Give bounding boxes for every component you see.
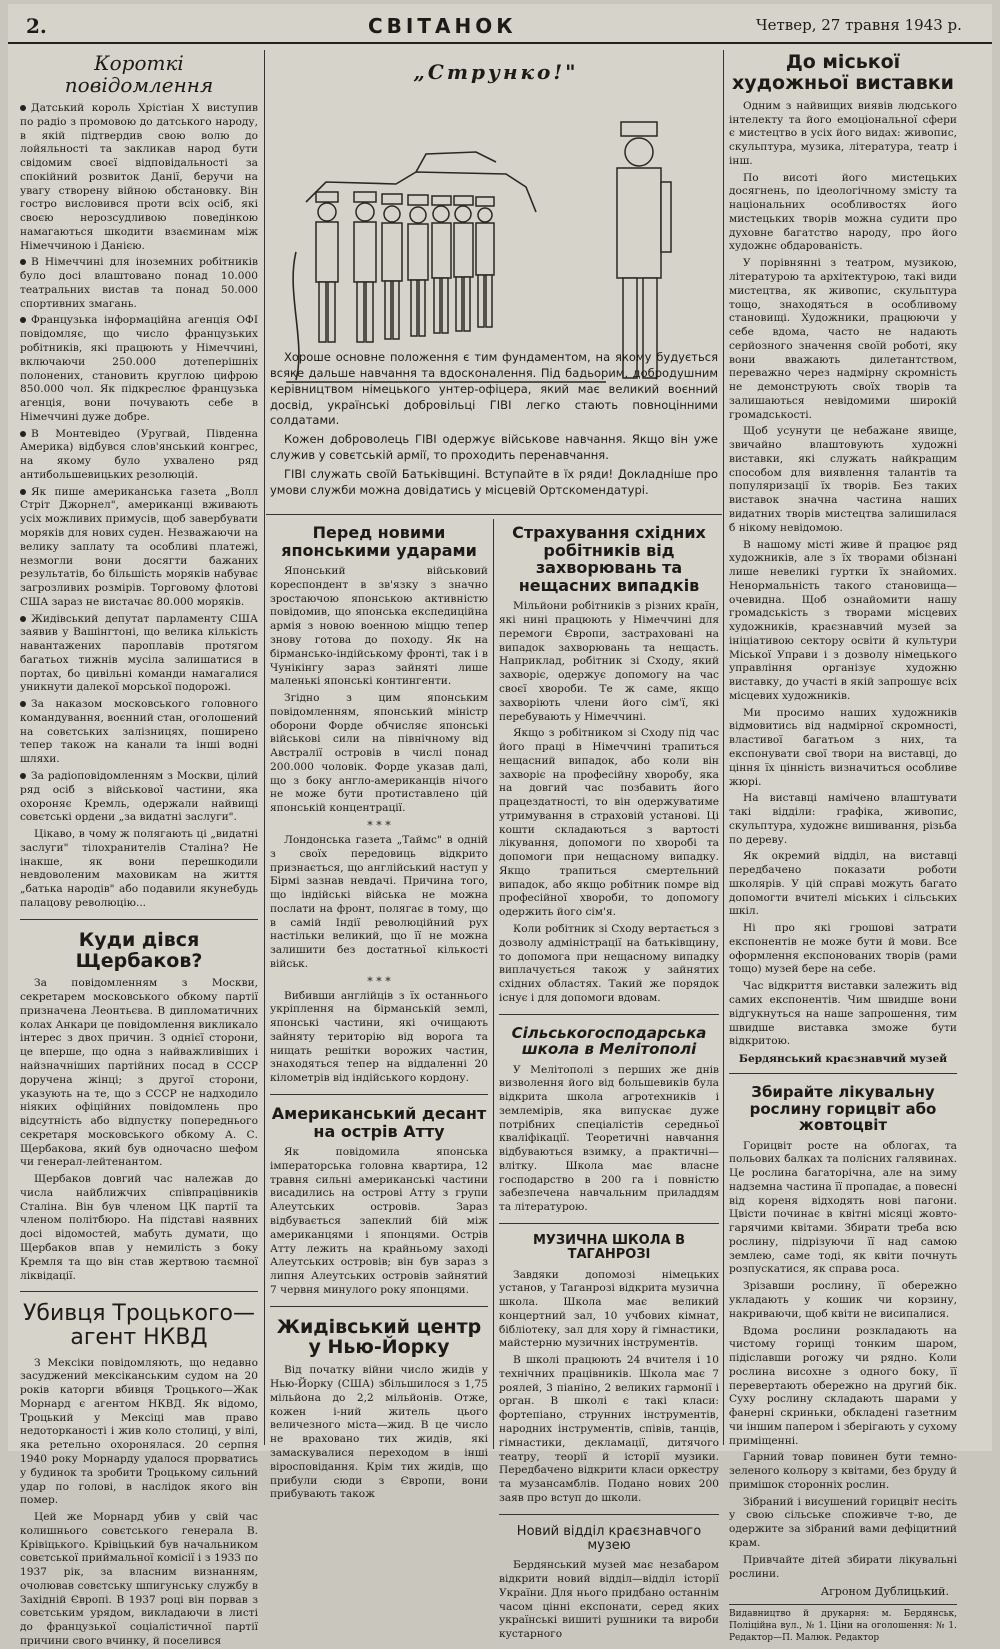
asterism: * * * bbox=[367, 818, 391, 832]
section-rule bbox=[20, 919, 258, 920]
article-paragraph: Час відкриття виставки залежить від самих експонентів. Чим швидше вони відгукнуться на наше запрошення, тим швидше виставка зможе бути відкритою. bbox=[729, 980, 957, 1048]
article-paragraph: Мільйони робітників з різних країн, які нині працюють у Німеччині для перемоги Європи, застраховані на випадок захворювань та нещасть. Наприклад, робітник зі Сходу, який захворіє, одержує допомогу на час своєї хвороби. Те ж саме, якщо захворіють члени його сім'ї, які перебувають у Німеччині. bbox=[499, 600, 719, 723]
column-3 bbox=[499, 523, 719, 1641]
bullet-icon bbox=[20, 317, 26, 323]
article-paragraph: Зібраний і висушений горицвіт несіть у свою сільське споживче т-во, де одержите за зібраний вами дефіцитний крам. bbox=[729, 1495, 957, 1550]
article-paragraph: Коли робітник зі Сходу вертається з дозволу адміністрації на батьківщину, то допомога при нещасному випадку виплачується також у зайнятих східних областях. Такий же порядок існує і для допомоги вдовам. bbox=[499, 922, 719, 1004]
article-paragraph: В школі працюють 24 вчителя і 10 технічних працівників. Школа має 7 роялей, 3 піаніно, 2 великих гармонії і орган. В школі є такі класи: фортепіано, струнних інструментів, народних інструментів, співів, танців, гімнастики, декламації, дитячого театру, теорії й історії музики. Передбачено відкрити класи оркестру та музансамблів. Подано нових 200 заяв про вступ до школи. bbox=[499, 1354, 719, 1504]
masthead bbox=[8, 4, 992, 44]
article-paragraph: У порівнянні з театром, музикою, літературою та архітектурою, такі види мистецтва, як живопис, скульптура тощо, знаходяться в особливому становищі. Художники, працюючи у себе вдома, часто не надають серйозного значення своїй роботі, яку вони вважають дилетантством, переважно через надмірну скромність не демонструють своїх творів та залишаються невідомими широкій громадськості. bbox=[729, 257, 957, 421]
column-rule bbox=[723, 50, 724, 1445]
article-paragraph: За повідомленням з Москви, секретарем московського обкому партії призначена Леонтьєва. В дипломатичних колах Анкари це повідомлення викликало інтерес з двох причин. З однієї сторони, це вперше, що одна з найважливіших і найзначніших партійних посад в СССР доручена жінці; з другої сторони, указують на те, що з СССР не надходило ніяких офіційних повідомлень про відсутність або відпустку попереднього секретаря московського обкому А. С. Щербакова, який був одночасно шефом чи генерал-лейтенантом. bbox=[20, 977, 258, 1169]
news-item: За радіоповідомленням з Москви, цілий ряд осіб з військової частини, яка охороняє Кремль, одержали найвищі совєтські ордени „за видатні заслуги". bbox=[20, 769, 258, 824]
bullet-icon bbox=[20, 431, 26, 437]
music-title: МУЗИЧНА ШКОЛА В ТАГАНРОЗІ bbox=[532, 1233, 686, 1263]
section-rule bbox=[729, 1073, 957, 1074]
article-paragraph: Щоб усунути це небажане явище, звичайно влаштовують художні виставки, які служать найкращим способом для виявлення талантів та популяризації їх творів. Без таких виставок значна частина наших видатних творів мистецтва залишилася б нікому невідомою. bbox=[729, 425, 957, 534]
bullet-icon bbox=[20, 701, 26, 707]
caption-paragraph: Кожен доброволець ГІВІ одержує військове навчання. Якщо він уже служив у совєтській армії, то проходить перенавчання. bbox=[270, 432, 718, 463]
news-item: Жидівський депутат парламенту США заявив у Вашінгтоні, що велика кількість навантажених пароплавів протягом багатьох тижнів мусіла залишатися в портах, бо цивільні команди намагалися уникнути далекої морської подорожі. bbox=[20, 612, 258, 694]
article-paragraph: Як окремий відділ, на виставці передбачено показати роботи школярів. У цій справі можуть багато допомогти вчителі міських і сільських шкіл. bbox=[729, 850, 957, 918]
article-paragraph: З Мексіки повідомляють, що недавно засуджений мексіканським судом на 20 років каторги вбивця Троцького—Жак Морнард є агентом НКВД. Як відомо, Троцький у Мексіці мав право недоторканості і жив коло столиці, у вілі, яка ретельно охоронялася. 20 серпня 1940 року Морнарду удалося прорватись у будинок та зробити Троцькому сильний удар по голові, в наслідок якого він помер. bbox=[20, 1356, 258, 1507]
article-paragraph: Щербаков довгий час належав до числа найближчих співпрацівників Сталіна. Він був членом ЦК партії та членом політбюро. На підставі наявних досі відомостей, мабуть думати, що Щербаков впав у немилість з боку Кремля та що він став жертвою таємної ліквідації. bbox=[20, 1173, 258, 1282]
caption-paragraph: ГІВІ служать своїй Батьківщині. Вступайте в їх ряди! Докладніше про умови служби можна довідатись у місцевій Ортскомендатурі. bbox=[270, 467, 718, 497]
shcherbakov-title: Куди дівся Щербаков? bbox=[75, 928, 203, 972]
column-rule bbox=[264, 50, 265, 1445]
article-paragraph: Цей же Морнард убив у свій час колишнього совєтського генерала В. Крівіцького. Крівіцький був начальником совєтської приймальної комісії і з 1933 по 1937 рік, за власним визнанням, очолював совєтську шпигунську службу в Західній Європі. В 1937 році він порвав з совєтським урядом, викладаючи в листі до французької соціалістичної партії причини свого вчинку, й поселився bbox=[20, 1511, 258, 1647]
exhibition-signature: Бердянський краєзнавчий музей bbox=[738, 1053, 948, 1066]
article-paragraph: Лондонська газета „Таймс" в одній з своїх передовиць відкрито признається, що англійський наступ у Бірмі зазнав невдачі. Причина того, що індійські війська не можна послати на фронт, полягає в тому, що в самій Індії революційний рух настільки великий, що її не можна залишити без достатньої кількості військ. bbox=[270, 833, 488, 970]
bullet-icon bbox=[20, 616, 26, 622]
cartoon-caption bbox=[270, 350, 718, 502]
nyc-title: Жидівський центр у Нью-Йорку bbox=[276, 1315, 482, 1359]
article-paragraph: Вдома рослини розкладають на чистому горищі тонким шаром, підіславши рогожу чи рядно. Коли рослина висохне з одного боку, її перевертають обережно на другий бік. Суху рослину складають шарами у фанерні скриньки, обкладені газетним чи іншим папером і зберігають у сухому приміщенні. bbox=[729, 1324, 957, 1447]
article-paragraph: Японський військовий кореспондент в зв'язку з значно зростаючою японською активністю повідомив, що японська експедиційна армія з новою военною міццю тепер знову готова до походу. Як на бірмансько-індійському фронті, так і в Чунікінгу зараз зайняті лише маленькі японські контингенти. bbox=[270, 565, 488, 688]
asterism: * * * bbox=[367, 974, 391, 988]
japan-title: Перед новими японськими ударами bbox=[281, 523, 477, 560]
article-paragraph: Зрізавши рослину, її обережно укладають у кошик чи корзину, накриваючи, щоб квіти не висипалися. bbox=[729, 1280, 957, 1320]
bullet-icon bbox=[20, 259, 26, 265]
imprint: Видавництво й друкарня: м. Бердянськ, Поліційна вул., № 1. Ціни на оголошення: № 1. Редактор—П. Малюк. Редактор bbox=[729, 1609, 957, 1643]
article-paragraph: Одним з найвищих виявів людського інтелекту та його емоціональної сфери є мистецтво в усіх його видах: живопис, скульптура, музика, література, театр і інш. bbox=[729, 99, 957, 167]
column-2 bbox=[270, 523, 488, 1501]
news-item: За наказом московського головного командування, воєнний стан, оголошений на совєтських залізницях, поширено тепер також на канали та інші водні шляхи. bbox=[20, 698, 258, 766]
news-item: Датський король Хрістіан X виступив по радіо з промовою до датського народу, в якій підтвердив свою волю до лойяльності та закликав народ бути свідомим своєї відповідальності за спокійний розвиток Данії, беручи на увагу створену війною обстановку. Він гостро висловився проти всіх осіб, які своєю нерозсудливою поведінкою намагаються шкодити взаєминам між Німеччиною і Данією. bbox=[20, 102, 258, 252]
column-1 bbox=[20, 51, 258, 1647]
news-item: Цікаво, в чому ж полягають ці „видатні заслуги" тілохранителів Сталіна? Не інакше, як вони перешкодили невдоволеним маховикам на життя „батька народів" або подавили якунебудь палацову революцію... bbox=[20, 828, 258, 909]
section-rule bbox=[499, 1223, 719, 1224]
exhibition-title: До міської художньої виставки bbox=[732, 51, 954, 94]
news-item: В Монтевідео (Уругвай, Південна Америка) відбувся слов'янський конгрес, на якому було ухвалено ряд антибольшевицьких резолюцій. bbox=[20, 427, 258, 481]
section-rule bbox=[729, 1604, 957, 1605]
article-paragraph: У Мелітополі з перших же днів визволення його від большевиків була відкрита школа агротехників і землемірів, яка випускає дуже потрібних спеціалістів середньої кваліфікації. Теоретичні навчання відбуваються взимку, а практичні—влітку. Школа має власне господарство в 200 га і повністю забезпечена навчальним приладдям та літературою. bbox=[499, 1063, 719, 1214]
section-rule bbox=[270, 1094, 488, 1095]
herb-title: Збирайте лікувальну рослину горицвіт або жовтоцвіт bbox=[749, 1083, 937, 1135]
section-rule bbox=[270, 1306, 488, 1307]
article-paragraph: Привчайте дітей збирати лікувальні рослини. bbox=[729, 1553, 957, 1580]
column-4 bbox=[729, 51, 957, 1643]
cartoon-title: „Струнко!" bbox=[413, 60, 579, 84]
article-paragraph: Бердянський музей має незабаром відкрити новий відділ—відділ історії України. Для нього придбано останнім часом цінні експонати, серед яких українські вишиті рушники та вироби кустарного bbox=[499, 1559, 719, 1641]
article-paragraph: Як повідомила японська імператорська головна квартира, 12 травня сильні американські частини висадились на острові Атту з групи Алеутських островів. Зараз відбувається запеклий бій між американцями і японцями. Острів Атту лежить на крайньому заході Алеутських островів; він був зараз з липня Алеутських островів зайнятий 7 червня минулого року японцями. bbox=[270, 1146, 488, 1296]
news-item: Французька інформаційна агенція ОФІ повідомляє, що число французьких робітників, які працюють у Німеччині, включаючи 250.000 дотеперішніх полонених, становить круглою цифрою 850.000 чол. Як підкреслює французька агенція, вони почувають себе в Німеччині дуже добре. bbox=[20, 314, 258, 423]
article-paragraph: Горицвіт росте на облогах, та польових балках та полісних галявинах. Це рослина багаторічна, але на зиму надземна частина її пропадає, а повесні від кореня відходять нові пагони. Цвісти починає в квітні місяці жовто-гарячими квітами. Збирати треба всю рослину, підрізуючи її над самою землею, саме тоді, як квіти почнуть розпускатися, як справа роса. bbox=[729, 1139, 957, 1276]
bullet-icon bbox=[20, 489, 26, 495]
section-rule bbox=[499, 1014, 719, 1015]
article-paragraph: Ні про які грошові затрати експонентів не може бути й мови. Все оформлення експонованих творів (рами тощо) музей бере на себе. bbox=[729, 922, 957, 976]
article-paragraph: Від початку війни число жидів у Нью-Йорку (США) збільшилося з 1,75 мільйона до 2,2 мільйонів. Отже, кожен і-ний житель цього величезного міста—жид. В це число не враховано тих жидів, які замаскувалися переходом в інші віросповідання. Крім тих жидів, що прибули сюди з Європи, вони прибувають також bbox=[270, 1364, 488, 1501]
bullet-icon bbox=[20, 773, 26, 779]
article-paragraph: Завдяки допомозі німецьких установ, у Таганрозі відкрита музична школа. Школа має великий концертний зал, 10 учбових кімнат, бібліотеку, зал для хору й гімнастики, майстерню музичних інструментів. bbox=[499, 1268, 719, 1350]
museum-title: Новий відділ краєзнавчого музею bbox=[516, 1523, 702, 1553]
school-title: Сільськогосподарська школа в Мелітополі bbox=[511, 1023, 707, 1059]
news-item: В Німеччині для іноземних робітників було досі влаштовано понад 10.000 театральних вистав та понад 50.000 спортивних змагань. bbox=[20, 256, 258, 310]
article-paragraph: На виставці намічено влаштувати такі відділи: графіка, живопис, скульптура, художнє вишивання, різьба по дереву. bbox=[729, 792, 957, 846]
article-paragraph: В нашому місті живе й працює ряд художників, але з їх творами обізнані лише невеликі гуртки їх знайомих. Ненормальність такого становища—очевидна. Щоб ознайомити нашу громадськість з творами місцевих художників, краєзнавчий музей за ініціативою сектору освіти й культури Міської Управи і з дозволу німецького управління організує художню виставку, до участі в якій запрошує всіх місцевих художників. bbox=[729, 538, 957, 702]
article-paragraph: Згідно з цим японським повідомленням, японський міністр оборони Форде обчисляє японські військові сили на північному від Австралії островів в числі понад 200.000 чоловік. Форде указав далі, що з боку англо-американців нічого не може бути протиставлено цій японській концентрації. bbox=[270, 692, 488, 815]
article-paragraph: Ми просимо наших художників відмовитись від надмірної скромності, властивої багатьом з них, та експонувати свої твори на виставці, до ціння їх цінність визначиться особливе жюрі. bbox=[729, 706, 957, 788]
insurance-title: Страхування східних робітників від захворювань та нещасних випадків bbox=[512, 523, 706, 595]
article-paragraph: По висоті його мистецьких досягнень, по ідеологічному змісту та національних особливостях його мистецьких творів можна судити про духовне багатство народу, про його художнє обдарованість. bbox=[729, 171, 957, 253]
herb-signature: Агроном Дублицький. bbox=[820, 1585, 949, 1599]
article-paragraph: Гарний товар повинен бути темно-зеленого кольору з квітами, без бруду й примішок сторонніх рослин. bbox=[729, 1451, 957, 1491]
section-rule bbox=[20, 1291, 258, 1292]
issue-date: Четвер, 27 травня 1943 р. bbox=[756, 16, 962, 34]
newspaper-page bbox=[8, 4, 992, 1647]
news-item: Як пише американська газета „Волл Стріт Джорнел", американці вживають усіх можливих примусів, щоб завербувати моряків для нових суден. Незважаючи на велику заплату та особливі платежі, незмогли вони досягти бажаних результатів, бо більшість моряків набуває загрозливих розмірів. Торговому флотові США зараз не вистачає 80.000 моряків. bbox=[20, 485, 258, 608]
column-rule bbox=[493, 519, 494, 1449]
soldiers-drawing bbox=[276, 92, 716, 392]
page-number: 2. bbox=[26, 14, 47, 38]
caption-paragraph: Хороше основне положення є тим фундаментом, на якому будується всяке дальше навчання та вдосконалення. Під бадьорим, добродушним керівництвом німецького унтер-офіцера, який має великий воєнний досвід, українські добровільці ГІВІ легко стають повноцінними солдатами. bbox=[270, 350, 718, 428]
news-title: Короткі повідомлення bbox=[64, 51, 214, 97]
attu-title: Американський десант на острів Атту bbox=[271, 1103, 487, 1141]
article-paragraph: Якщо з робітником зі Сходу під час його праці в Німеччині трапиться нещасний випадок, або коли він захворіє на професійну хворобу, яка на довгий час позбавить його працездатності, то він одержуватиме утримування в страховій установі. Ці кошти складаються з вартості лікування, допомоги по хворобі та допомоги при нещасному випадку. Якщо трапиться смертельний випадок, або якщо робітник помре від професійної хвороби, то допомогу одержить його сім'я. bbox=[499, 727, 719, 919]
article-paragraph: Вибивши англійців з їх останнього укріплення на бірманській землі, японські частини, які очищають зайняту територію від ворога та нищать решітки ворожих частин, знаходяться тепер на віддаленні 20 кілометрів від індійського кордону. bbox=[270, 989, 488, 1085]
newspaper-name: СВІТАНОК bbox=[368, 14, 517, 38]
section-rule bbox=[499, 1514, 719, 1515]
section-rule bbox=[266, 514, 722, 515]
trotsky-title: Убивця Троцького— агент НКВД bbox=[22, 1301, 255, 1351]
bullet-icon bbox=[20, 105, 26, 111]
